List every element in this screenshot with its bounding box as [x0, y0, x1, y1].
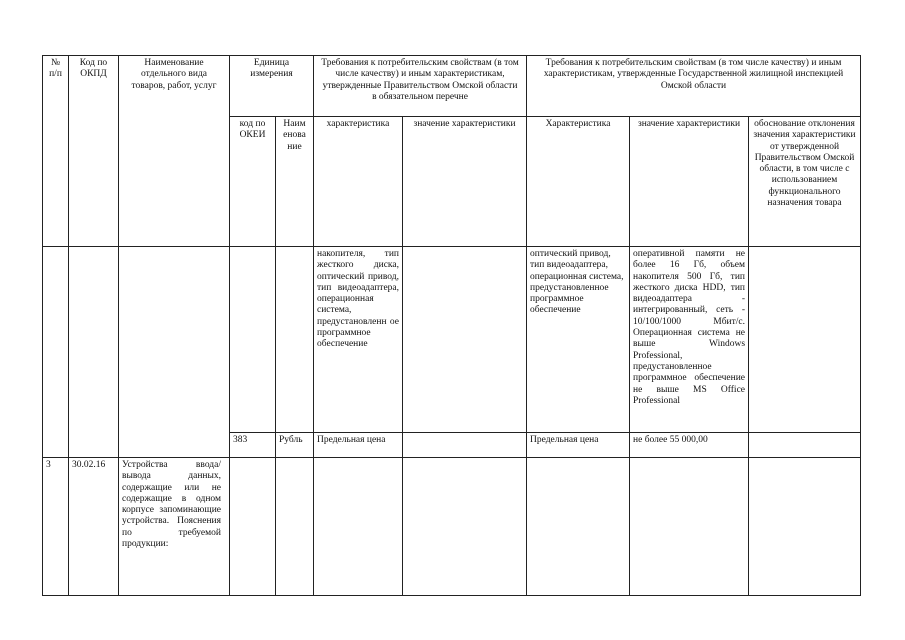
table-row: [43, 458, 861, 596]
header-characteristic-value: значение характеристики: [403, 117, 527, 247]
procurement-requirements-table: [42, 55, 861, 596]
cell-inspection-value: не более 55 000,00: [630, 433, 749, 458]
cell-gov-characteristic: накопителя, тип жесткого диска, оптический привод, тип видеоадаптера, операционная система, предустановленн ое программное обеспечение: [314, 247, 403, 433]
header-okei-code: код по ОКЕИ: [230, 117, 276, 247]
header-number: № п/п: [43, 56, 69, 247]
cell-empty: [749, 433, 861, 458]
header-deviation-justification: обоснование отклонения значения характеристики от утвержденной Правительством Омской области, в том числе с использованием функционального назначения товара: [749, 117, 861, 247]
cell-okpd-code: 30.02.16: [69, 458, 119, 596]
cell-inspection-value: оперативной памяти не более 16 Гб, объем накопителя 500 Гб, тип жесткого диска HDD, тип видеоадаптера - интегрированный, сеть - 10/100/1000 Мбит/с. Операционная система не выше Windows Professional, предустановленное программное обеспечение не выше MS Office Professional: [630, 247, 749, 433]
cell-item-name: Устройства ввода/вывода данных, содержащие или не содержащие в одном корпусе запоминающие устройства. Пояснения по требуемой продукции:: [119, 458, 230, 596]
header-okpd-code: Код по ОКПД: [69, 56, 119, 247]
cell-empty: [119, 247, 230, 458]
cell-empty: [749, 458, 861, 596]
cell-empty: [276, 247, 314, 433]
table-row: [43, 247, 861, 433]
cell-empty: [69, 247, 119, 458]
cell-gov-characteristic: Предельная цена: [314, 433, 403, 458]
cell-inspection-characteristic: Предельная цена: [527, 433, 630, 458]
header-item-name: Наименование отдельного вида товаров, работ, услуг: [119, 56, 230, 247]
cell-empty: [403, 433, 527, 458]
header-requirements-inspection: Требования к потребительским свойствам (в том числе качеству) и иным характеристикам, утвержденные Государственной жилищной инспекцией Омской области: [527, 56, 861, 117]
cell-okei-code: 383: [230, 433, 276, 458]
header-requirements-government: Требования к потребительским свойствам (в том числе качеству) и иным характеристикам, утвержденные Правительством Омской области в обязательном перечне: [314, 56, 527, 117]
cell-empty: [314, 458, 403, 596]
header-row-1: [43, 56, 861, 117]
cell-empty: [403, 458, 527, 596]
cell-empty: [527, 458, 630, 596]
header-unit: Единица измерения: [230, 56, 314, 117]
cell-empty: [403, 247, 527, 433]
cell-empty: [630, 458, 749, 596]
cell-unit-name: Рубль: [276, 433, 314, 458]
cell-empty: [230, 458, 276, 596]
cell-row-number: 3: [43, 458, 69, 596]
cell-empty: [276, 458, 314, 596]
cell-empty: [749, 247, 861, 433]
cell-empty: [43, 247, 69, 458]
header-characteristic-value-inspection: значение характеристики: [630, 117, 749, 247]
header-characteristic: характеристика: [314, 117, 403, 247]
cell-inspection-characteristic: оптический привод, тип видеоадаптера, операционная система, предустановленное программное обеспечение: [527, 247, 630, 433]
header-characteristic-inspection: Характеристика: [527, 117, 630, 247]
header-unit-name: Наим енова ние: [276, 117, 314, 247]
cell-empty: [230, 247, 276, 433]
